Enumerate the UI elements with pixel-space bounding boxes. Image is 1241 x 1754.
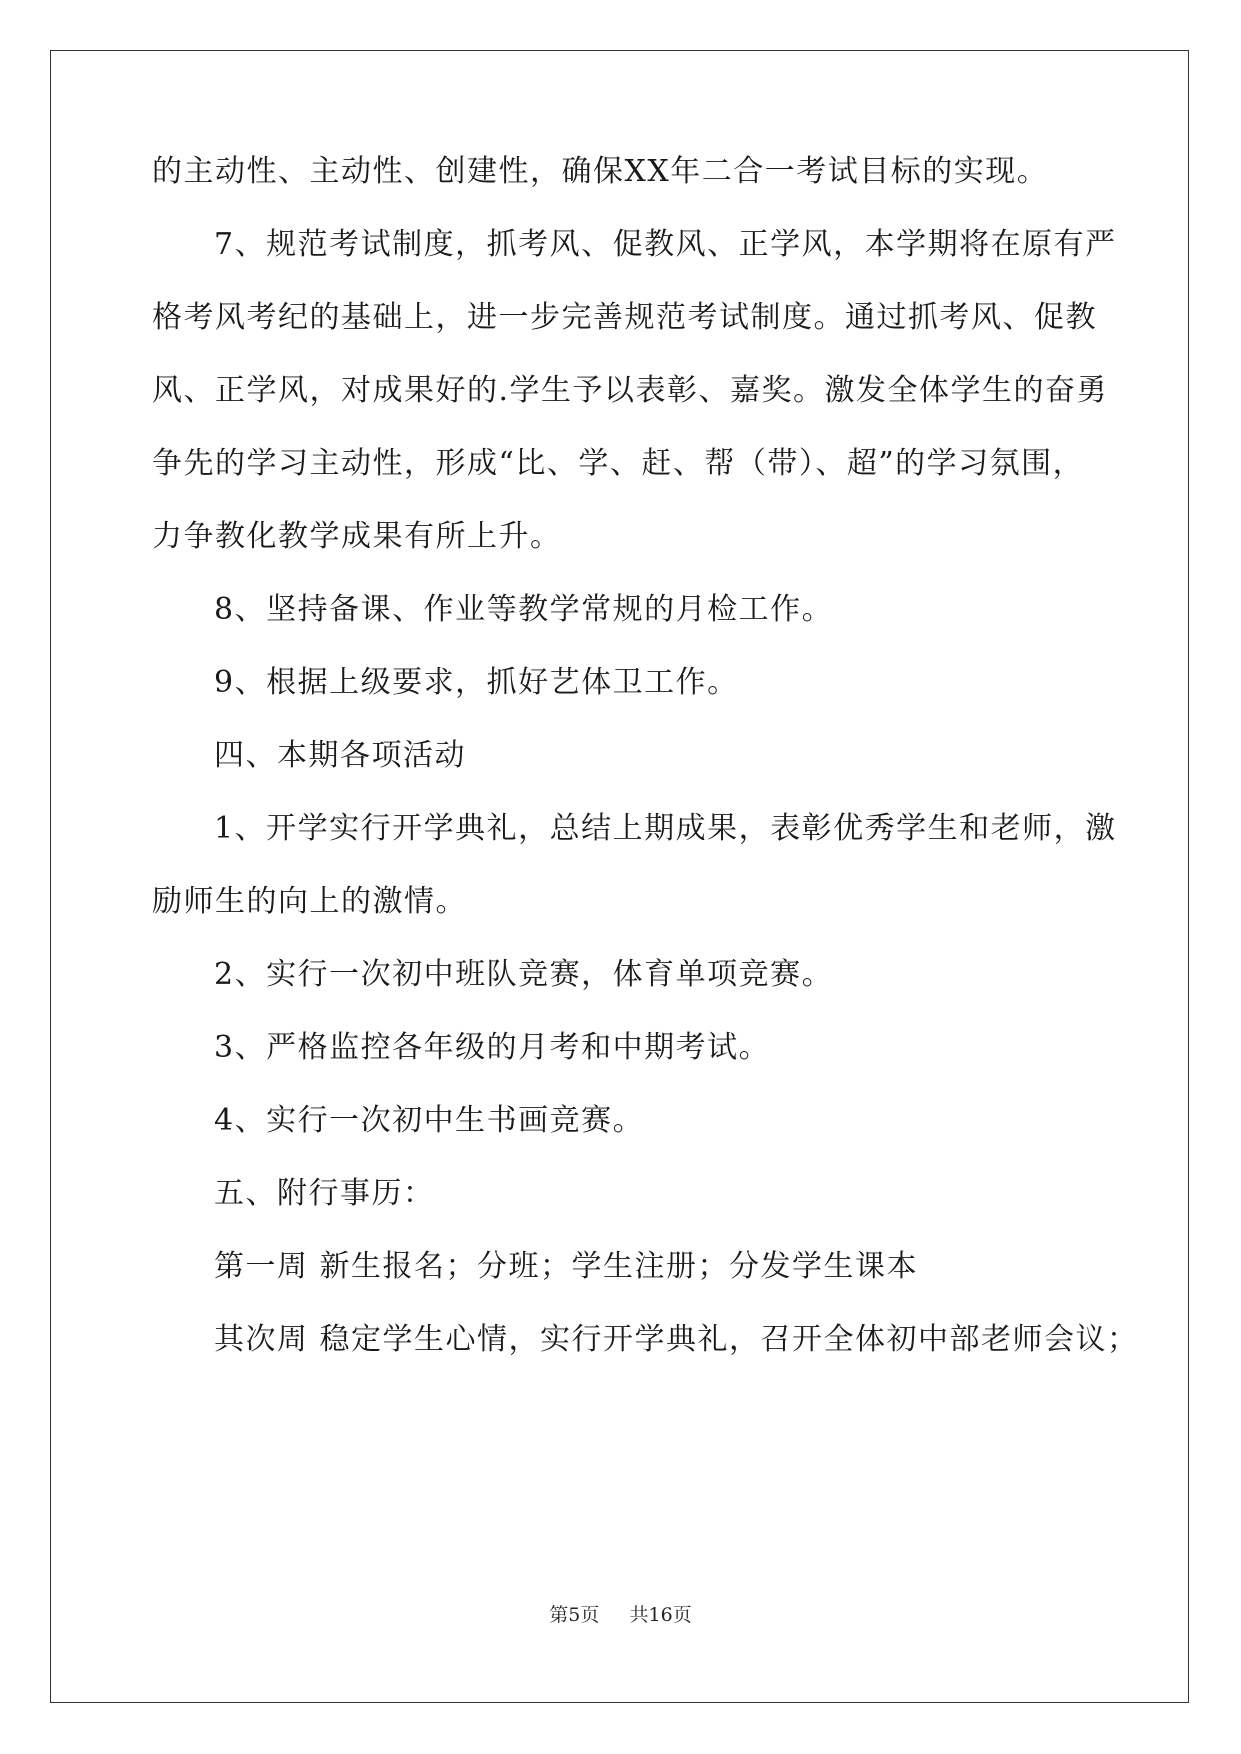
paragraph-line: 风、正学风，对成果好的.学生予以表彰、嘉奖。激发全体学生的奋勇 [152, 373, 1109, 408]
page-number: 第5页 [549, 1604, 600, 1626]
paragraph-line: 4、实行一次初中生书画竞赛。 [214, 1103, 645, 1138]
schedule-line: 其次周 稳定学生心情，实行开学典礼，召开全体初中部老师会议； [214, 1322, 1139, 1357]
paragraph-line: 7、规范考试制度，抓考风、促教风、正学风，本学期将在原有严 [214, 227, 1117, 262]
schedule-line: 第一周 新生报名；分班；学生注册；分发学生课本 [214, 1249, 919, 1284]
paragraph-line: 争先的学习主动性，形成“比、学、赶、帮（带）、超”的学习氛围， [152, 446, 1085, 481]
paragraph-line: 力争教化教学成果有所上升。 [152, 519, 562, 554]
page-footer [0, 1600, 1241, 1627]
paragraph-line: 1、开学实行开学典礼，总结上期成果，表彰优秀学生和老师，激 [214, 811, 1117, 846]
paragraph-line: 3、严格监控各年级的月考和中期考试。 [214, 1030, 771, 1065]
section-heading: 四、本期各项活动 [214, 738, 466, 773]
paragraph-line: 2、实行一次初中班队竞赛，体育单项竞赛。 [214, 957, 834, 992]
paragraph-line: 9、根据上级要求，抓好艺体卫工作。 [214, 665, 739, 700]
page-total: 共16页 [629, 1604, 692, 1626]
paragraph-line: 的主动性、主动性、创建性，确保XX年二合一考试目标的实现。 [152, 154, 1049, 189]
paragraph-line: 励师生的向上的激情。 [152, 884, 467, 919]
paragraph-line: 格考风考纪的基础上，进一步完善规范考试制度。通过抓考风、促教 [152, 300, 1097, 335]
section-heading: 五、附行事历： [214, 1176, 435, 1211]
paragraph-line: 8、坚持备课、作业等教学常规的月检工作。 [214, 592, 834, 627]
